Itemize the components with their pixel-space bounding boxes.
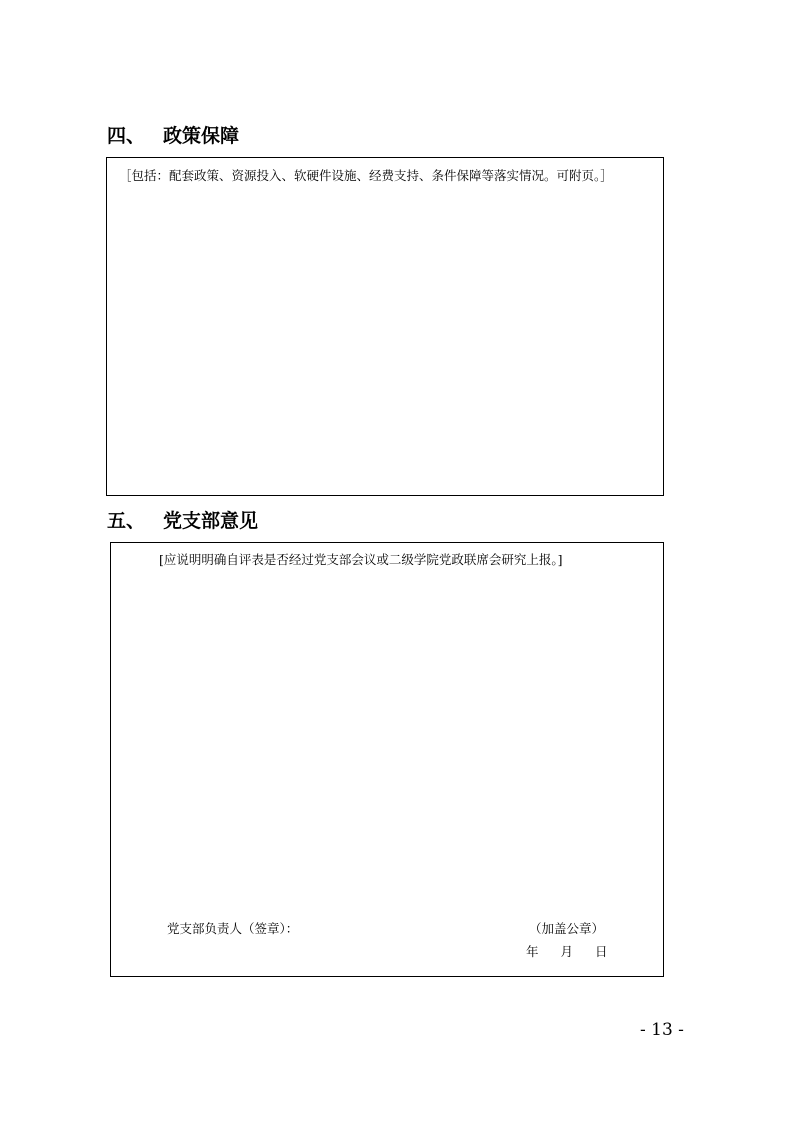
section-5-number: 五、 [107,510,146,532]
section-5-heading [107,509,258,533]
seal-label: （加盖公章） [529,921,605,936]
branch-opinion-hint: [应说明明确自评表是否经过党支部会议或二级学院党政联席会研究上报。] [159,552,563,567]
page-number: - 13 - [640,1020,684,1040]
section-4-number: 四、 [107,125,146,147]
signature-label: 党支部负责人（签章）： [167,921,299,936]
policy-support-box[interactable] [106,157,664,496]
date-year: 年 [526,944,539,959]
section-4-title: 政策保障 [163,125,240,147]
date-line [526,943,608,961]
date-month: 月 [560,944,574,959]
section-4-heading [107,124,239,148]
policy-support-hint: ［包括：配套政策、资源投入、软硬件设施、经费支持、条件保障等落实情况。可附页。］ [119,168,613,183]
date-day: 日 [595,944,608,959]
section-5-title: 党支部意见 [163,510,259,532]
branch-opinion-box[interactable] [110,542,664,977]
